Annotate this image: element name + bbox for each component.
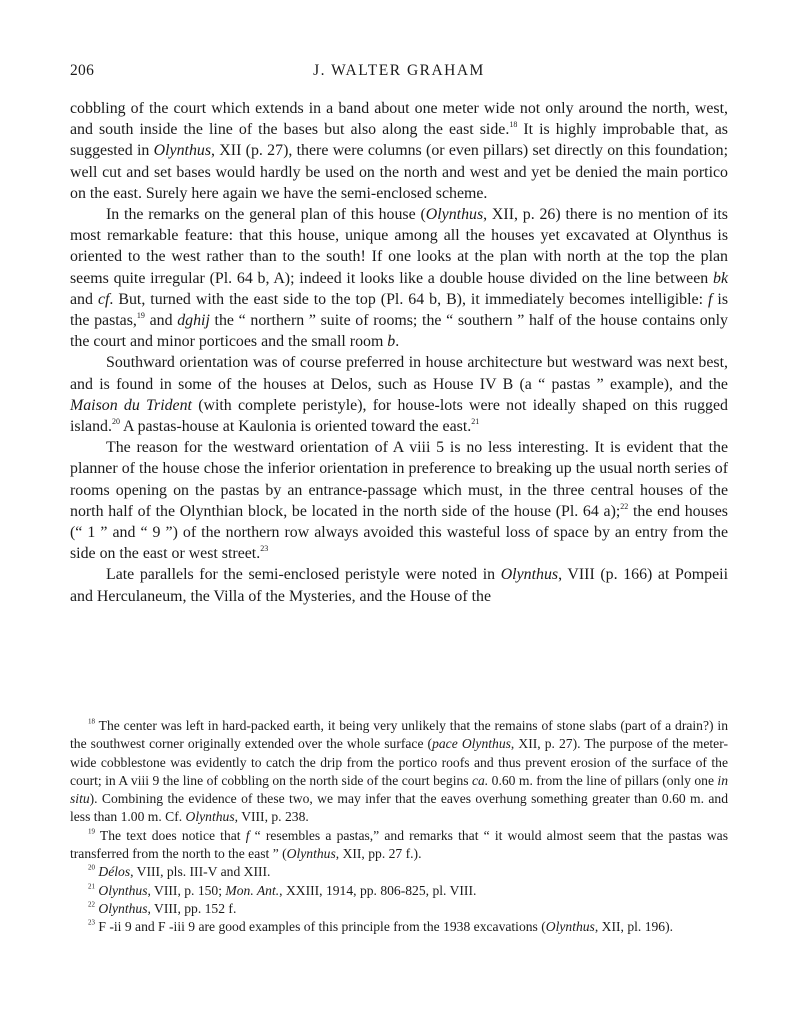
text-run: (with complete peristyle), for house-lots were not ideally shaped on this rugged island. bbox=[70, 396, 728, 436]
note-ref: 18 bbox=[88, 717, 95, 726]
italic-text: f bbox=[708, 290, 713, 308]
italic-text: Olynthus bbox=[425, 206, 484, 224]
footnote bbox=[70, 900, 728, 918]
italic-text: cf bbox=[97, 290, 110, 308]
italic-text: b bbox=[387, 333, 396, 351]
italic-text: Olynthus bbox=[545, 919, 595, 935]
text-run: ). Combining the evidence of these two, we may infer that the eaves overhung something greater than 0.60 m. and less than 1.00 m. Cf. bbox=[70, 791, 728, 825]
paragraph bbox=[70, 204, 728, 352]
note-ref: 20 bbox=[88, 864, 95, 873]
text-run: and bbox=[70, 290, 98, 308]
italic-text: Olynthus bbox=[98, 882, 148, 898]
italic-text: Olynthus bbox=[500, 566, 559, 584]
italic-text: in situ bbox=[70, 772, 728, 807]
italic-text: Olynthus bbox=[185, 809, 235, 825]
note-ref: 20 bbox=[111, 416, 120, 426]
text-run: Late parallels for the semi-enclosed peristyle were noted in bbox=[106, 566, 501, 584]
note-ref: 22 bbox=[88, 900, 95, 909]
text-run: . bbox=[395, 333, 400, 351]
text-run: , VIII, pls. III-V and XIII. bbox=[130, 864, 271, 880]
text-run: is the pastas, bbox=[70, 290, 729, 330]
text-run: , XII, pl. 196). bbox=[594, 919, 674, 935]
page-header bbox=[70, 62, 728, 84]
footnote bbox=[70, 717, 728, 827]
text-run: . But, turned with the east side to the top (Pl. 64 b, B), it immediately becomes intelligible: bbox=[109, 290, 708, 308]
italic-text: Olynthus bbox=[98, 900, 148, 916]
text-run: the “ northern ” suite of rooms; the “ southern ” half of the house contains only the court and minor porticoes and the small room bbox=[70, 312, 728, 351]
page-number: 206 bbox=[70, 62, 95, 79]
text-run: It is highly improbable that, as suggested in bbox=[70, 121, 728, 160]
note-ref: 18 bbox=[509, 120, 518, 130]
footnote bbox=[70, 827, 728, 864]
paragraph bbox=[70, 98, 728, 204]
note-ref: 23 bbox=[88, 918, 95, 927]
italic-text: Olynthus bbox=[286, 846, 336, 862]
italic-text: Délos bbox=[98, 864, 131, 880]
text-run: In the remarks on the general plan of this house ( bbox=[106, 206, 426, 224]
text-run: , XII, p. 27). The purpose of the meter-wide cobblestone was evidently to catch the drip from the portico roofs and thus prevent erosion of the surface of the court; in A viii 9 the line of cobbling on the north side of the court begins bbox=[70, 736, 728, 788]
text-run: , XII, pp. 27 f.). bbox=[335, 846, 422, 862]
text-run: The center was left in hard-packed earth, it being very unlikely that the remains of stone slabs (part of a drain?) in the southwest corner originally extended over the whole surface ( bbox=[70, 718, 728, 752]
text-run: and bbox=[144, 312, 178, 330]
note-ref: 19 bbox=[136, 310, 145, 320]
italic-text: pace Olynthus bbox=[432, 736, 511, 752]
text-run: the end houses (“ 1 ” and “ 9 ”) of the northern row always avoided this wasteful loss of space by an entry from the side on the east or west street. bbox=[70, 502, 728, 563]
text-run: F -ii 9 and F -iii 9 are good examples of this principle from the 1938 excavations ( bbox=[95, 919, 546, 935]
text-run: , VIII (p. 166) at Pompeii and Herculaneum, the Villa of the Mysteries, and the House of the bbox=[70, 566, 728, 605]
footnote bbox=[70, 863, 728, 881]
running-title: J. WALTER GRAHAM bbox=[313, 62, 485, 79]
note-ref: 21 bbox=[88, 882, 95, 891]
text-run: 0.60 m. from the line of pillars (only one bbox=[488, 772, 718, 788]
text-run: A pastas-house at Kaulonia is oriented toward the east. bbox=[119, 418, 472, 436]
body-text bbox=[70, 98, 728, 607]
italic-text: Maison du Trident bbox=[70, 396, 192, 414]
note-ref: 19 bbox=[88, 827, 95, 836]
footnote bbox=[70, 918, 728, 936]
italic-text: ca. bbox=[472, 772, 489, 788]
text-run: The reason for the westward orientation of A viii 5 is no less interesting. It is evident that the planner of the house chose the inferior orientation in preference to breaking up the usual north series of rooms opening on the pastas by an entrance-passage which must, in the three central houses of the north half of the Olynthian block, be located in the north side of the house (Pl. 64 a); bbox=[70, 439, 728, 520]
footnotes bbox=[70, 717, 728, 937]
italic-text: f bbox=[245, 827, 250, 843]
italic-text: Mon. Ant. bbox=[225, 882, 280, 898]
italic-text: dghij bbox=[177, 312, 210, 330]
italic-text: Olynthus bbox=[153, 142, 212, 160]
text-run: , XII, p. 26) there is no mention of its most remarkable feature: that this house, unique among all the houses yet excavated at Olynthus is oriented to the west rather than to the south! If one looks at the plan with north at the top the plan seems quite irregular (Pl. 64 b, A); indeed it looks like a double house divided on the line between bbox=[70, 206, 728, 287]
text-run: , XII (p. 27), there were columns (or even pillars) set directly on this foundation; well cut and set bases would hardly be used on the north and west and yet be denied the main portico on the east. Surely here again we have the semi-enclosed scheme. bbox=[70, 142, 728, 202]
text-run: Southward orientation was of course preferred in house architecture but westward was next best, and is found in some of the houses at Delos, such as House IV B (a “ pastas ” example), and the bbox=[70, 354, 728, 393]
footnote bbox=[70, 882, 728, 900]
paragraph bbox=[70, 352, 728, 437]
text-run: , VIII, p. 150; bbox=[147, 882, 226, 898]
note-ref: 21 bbox=[471, 416, 480, 426]
text-run: , VIII, p. 238. bbox=[234, 809, 309, 825]
text-run: , VIII, pp. 152 f. bbox=[147, 900, 237, 916]
paragraph bbox=[70, 437, 728, 564]
italic-text: bk bbox=[713, 269, 728, 287]
text-run: , XXIII, 1914, pp. 806-825, pl. VIII. bbox=[279, 882, 477, 898]
text-run: cobbling of the court which extends in a band about one meter wide not only around the north, west, and south inside the line of the bases but also along the east side. bbox=[70, 100, 728, 139]
text-run: The text does notice that bbox=[95, 827, 246, 843]
text-run: “ resembles a pastas,” and remarks that “ it would almost seem that the pastas was transferred from the north to the east ” ( bbox=[70, 827, 728, 862]
note-ref: 22 bbox=[620, 501, 629, 511]
note-ref: 23 bbox=[260, 544, 269, 554]
paragraph bbox=[70, 564, 728, 606]
